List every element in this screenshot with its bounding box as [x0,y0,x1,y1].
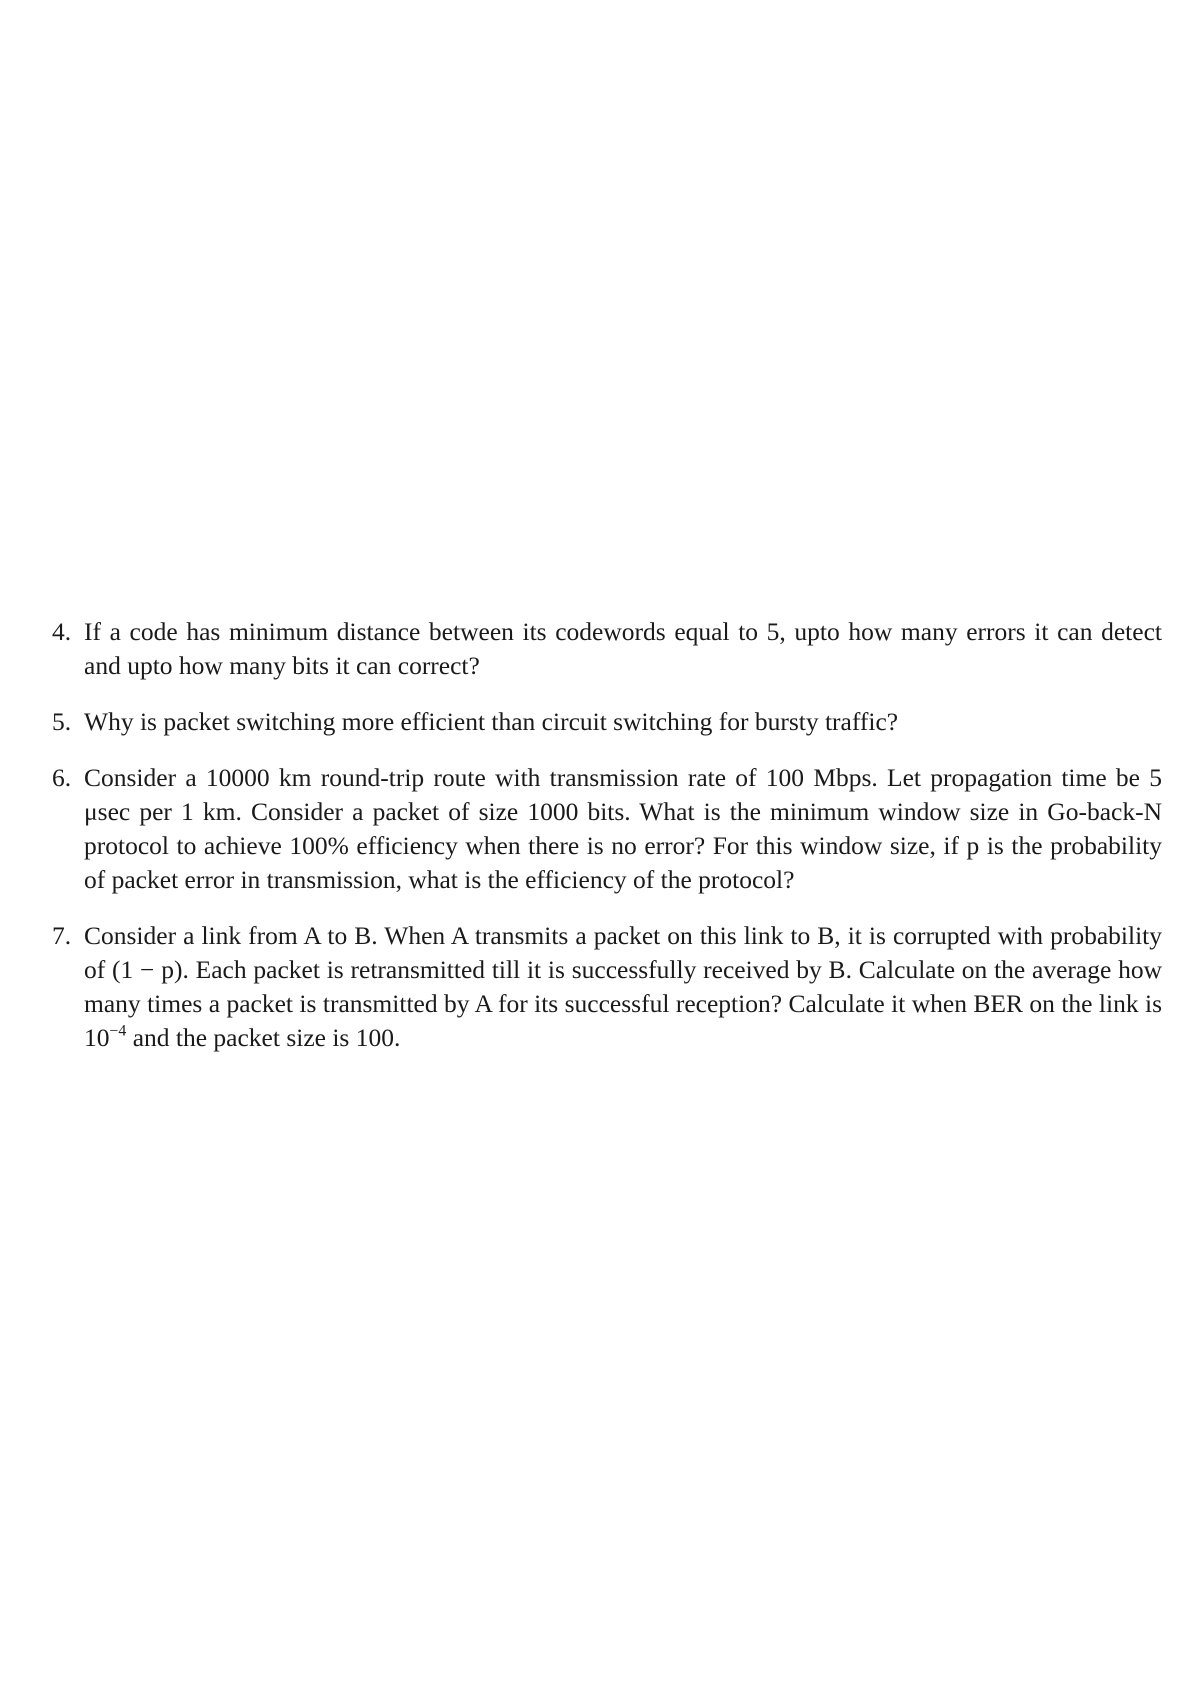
question-number: 6. [52,763,72,792]
question-7 [52,919,1162,1055]
exponent: −4 [109,1022,127,1040]
question-number: 5. [52,707,72,736]
question-number: 4. [52,617,72,646]
question-5 [52,705,1162,739]
question-number: 7. [52,921,72,950]
question-4 [52,615,1162,683]
question-text: Why is packet switching more efficient than circuit switching for bursty traffic? [84,707,899,736]
question-text-tail: and the packet size is 100. [126,1023,401,1052]
question-text [84,919,1162,1055]
question-text-main: Consider a link from A to B. When A transmits a packet on this link to B, it is corrupted with probability of (1 − p). Each packet is retransmitted till it is successfully received by B. Calculate on the average how many times a packet is transmitted by A for its successful reception? Calculate it when BER on the link is 10 [84,921,1162,1052]
question-list [52,615,1162,1055]
question-6 [52,761,1162,897]
question-text: Consider a 10000 km round-trip route with transmission rate of 100 Mbps. Let propagation time be 5 μsec per 1 km. Consider a packet of size 1000 bits. What is the minimum window size in Go-back-N protocol to achieve 100% efficiency when there is no error? For this window size, if p is the probability of packet error in transmission, what is the efficiency of the protocol? [84,763,1162,894]
question-text: If a code has minimum distance between its codewords equal to 5, upto how many errors it can detect and upto how many bits it can correct? [84,617,1162,680]
